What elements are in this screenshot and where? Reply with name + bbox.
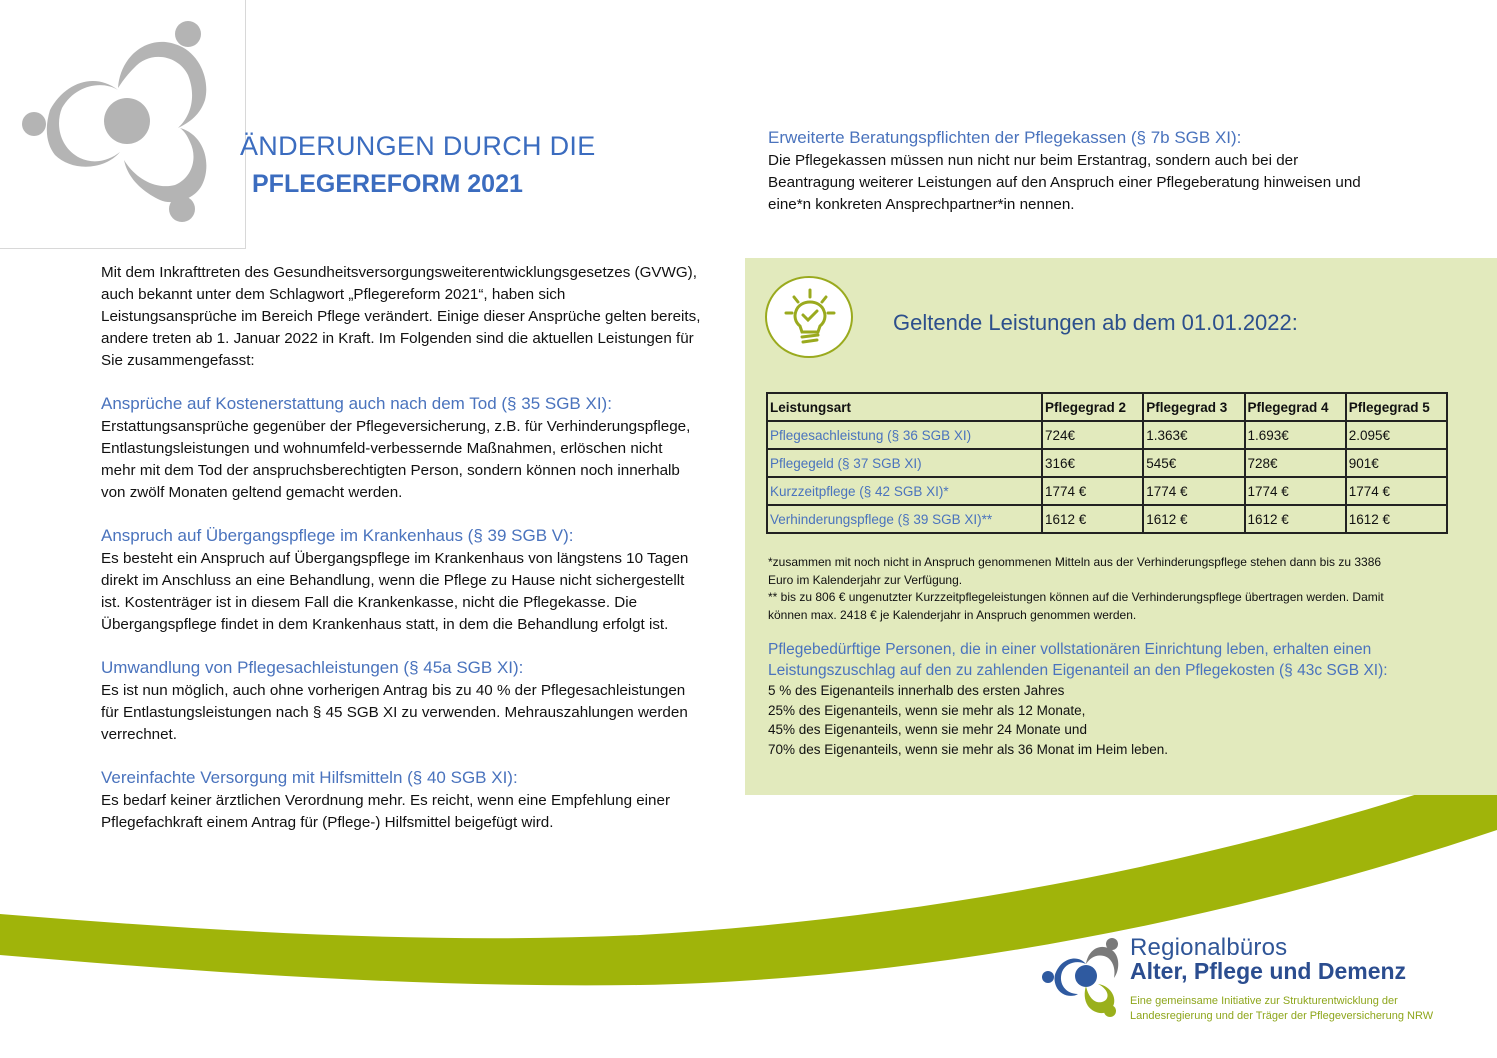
table-cell: 1612 € [1042,505,1143,533]
section-heading: Ansprüche auf Kostenerstattung auch nach dem Tod (§ 35 SGB XI): [101,394,612,413]
section-body: Es besteht ein Anspruch auf Übergangspflege im Krankenhaus von längstens 10 Tagen direkt im Anschluss an eine Behandlung, wenn die Pflege zu Hause nicht sichergestellt ist. Kostenträger ist in diesem Fall die Krankenkasse, nicht die Pflegekasse. Die Übergangspflege findet in dem Krankenhaus statt, in dem die Behandlung erfolgt ist. [101,550,689,633]
section-umwandlung [101,656,701,746]
table-row [767,421,1447,449]
section-heading: Erweiterte Beratungspflichten der Pflegekassen (§ 7b SGB XI): [768,128,1242,147]
section-heading: Pflegebedürftige Personen, die in einer vollstationären Einrichtung leben, erhalten einen Leistungszuschlag auf den zu zahlenden Eigenanteil an den Pflegekosten (§ 43c SGB XI): [768,641,1388,679]
table-cell: 901€ [1346,449,1447,477]
section-uebergangspflege [101,524,701,636]
zuschlag-line: 70% des Eigenanteils, wenn sie mehr als 36 Monat im Heim leben. [768,741,1168,757]
intro-text: Mit dem Inkrafttreten des Gesundheitsversorgungsweiterentwicklungsgesetzes (GVWG), auch bekannt unter dem Schlagwort „Pflegereform 2021“, haben sich Leistungsansprüche im Bereich Pflege verändert. Einige dieser Ansprüche gelten bereits, andere treten ab 1. Januar 2022 in Kraft. Im Folgenden sind die aktuellen Leistungen für Sie zusammengefasst: [101,264,701,369]
logo-box [0,0,246,249]
column-header: Pflegegrad 3 [1143,393,1244,421]
brand-line-2: Alter, Pflege und Demenz [1130,958,1407,984]
section-body: Es ist nun möglich, auch ohne vorherigen Antrag bis zu 40 % der Pflegesachleistungen für Entlastungsleistungen nach § 45 SGB XI zu verwenden. Mehrauszahlungen werden verrechnet. [101,682,688,743]
footnote-2: ** bis zu 806 € ungenutzter Kurzzeitpflegeleistungen können auf die Verhinderungspflege übertragen werden. Damit können max. 2418 € je Kalenderjahr in Anspruch genommen werden. [768,590,1384,622]
row-label: Verhinderungspflege (§ 39 SGB XI)** [767,505,1042,533]
title-line-2: PFLEGEREFORM 2021 [252,170,523,198]
table-row [767,449,1447,477]
table-row [767,477,1447,505]
table-cell: 1.363€ [1143,421,1244,449]
table-cell: 1774 € [1245,477,1346,505]
column-header: Pflegegrad 5 [1346,393,1447,421]
section-body: Die Pflegekassen müssen nun nicht nur beim Erstantrag, sondern auch bei der Beantragung weiterer Leistungen auf den Anspruch einer Pflegeberatung hinweisen und eine*n konkreten Ansprechpartner*in nennen. [768,152,1361,213]
lightbulb-check-icon [781,288,839,348]
lightbulb-badge [765,276,853,358]
zuschlag-line: 25% des Eigenanteils, wenn sie mehr als 12 Monate, [768,702,1086,718]
row-label: Pflegesachleistung (§ 36 SGB XI) [767,421,1042,449]
table-cell: 1774 € [1042,477,1143,505]
row-label: Pflegegeld (§ 37 SGB XI) [767,449,1042,477]
brand-tagline-line-1: Eine gemeinsame Initiative zur Strukturentwicklung der [1130,995,1398,1007]
section-hilfsmittel [101,766,701,834]
column-header: Pflegegrad 4 [1245,393,1346,421]
section-kostenerstattung [101,392,701,504]
section-body: Es bedarf keiner ärztlichen Verordnung mehr. Es reicht, wenn eine Empfehlung einer Pflegefachkraft einem Antrag für (Pflege-) Hilfsmittel beigefügt wird. [101,792,671,831]
table-cell: 1.693€ [1245,421,1346,449]
section-heading: Vereinfachte Versorgung mit Hilfsmitteln (§ 40 SGB XI): [101,768,518,787]
brand-logo [1038,934,1478,1034]
table-cell: 1774 € [1143,477,1244,505]
section-heading: Umwandlung von Pflegesachleistungen (§ 45a SGB XI): [101,658,524,677]
table-cell: 1612 € [1346,505,1447,533]
table-cell: 316€ [1042,449,1143,477]
zuschlag-line: 45% des Eigenanteils, wenn sie mehr 24 Monate und [768,722,1087,737]
table-cell: 545€ [1143,449,1244,477]
benefits-table [766,392,1448,534]
table-footnotes [768,554,1408,624]
page-title [240,128,596,204]
brand-tagline-line-2: Landesregierung und der Träger der Pflegeversicherung NRW [1130,1010,1434,1022]
section-leistungszuschlag [768,639,1468,759]
section-beratungspflichten [768,126,1368,216]
section-body: Erstattungsansprüche gegenüber der Pflegeversicherung, z.B. für Verhinderungspflege, Entlastungsleistungen und wohnumfeld-verbessernde Maßnahmen, erlöschen nicht mehr mit dem Tod der anspruchsberechtigten Person, sondern können noch innerhalb von zwölf Monaten geltend gemacht werden. [101,418,691,501]
table-row [767,505,1447,533]
table-cell: 2.095€ [1346,421,1447,449]
footnote-1: *zusammen mit noch nicht in Anspruch genommenen Mitteln aus der Verhinderungspflege stehen dann bis zu 3386 Euro im Kalenderjahr zur Verfügung. [768,555,1382,587]
table-cell: 1612 € [1245,505,1346,533]
row-label: Kurzzeitpflege (§ 42 SGB XI)* [767,477,1042,505]
column-header: Leistungsart [767,393,1042,421]
table-cell: 1774 € [1346,477,1447,505]
regionalbueros-logo-icon [1038,934,1126,1024]
left-column [101,262,701,854]
title-line-1: ÄNDERUNGEN DURCH DIE [240,131,596,161]
section-heading: Anspruch auf Übergangspflege im Krankenhaus (§ 39 SGB V): [101,526,574,545]
column-header: Pflegegrad 2 [1042,393,1143,421]
brand-tagline [1130,994,1490,1024]
table-cell: 724€ [1042,421,1143,449]
table-cell: 728€ [1245,449,1346,477]
panel-title: Geltende Leistungen ab dem 01.01.2022: [893,310,1298,335]
brand-line-1: Regionalbüros [1130,934,1288,961]
people-circle-logo-icon [10,10,220,230]
benefits-panel [745,258,1497,795]
table-cell: 1612 € [1143,505,1244,533]
zuschlag-line: 5 % des Eigenanteils innerhalb des ersten Jahres [768,683,1065,698]
table-header-row [767,393,1447,421]
